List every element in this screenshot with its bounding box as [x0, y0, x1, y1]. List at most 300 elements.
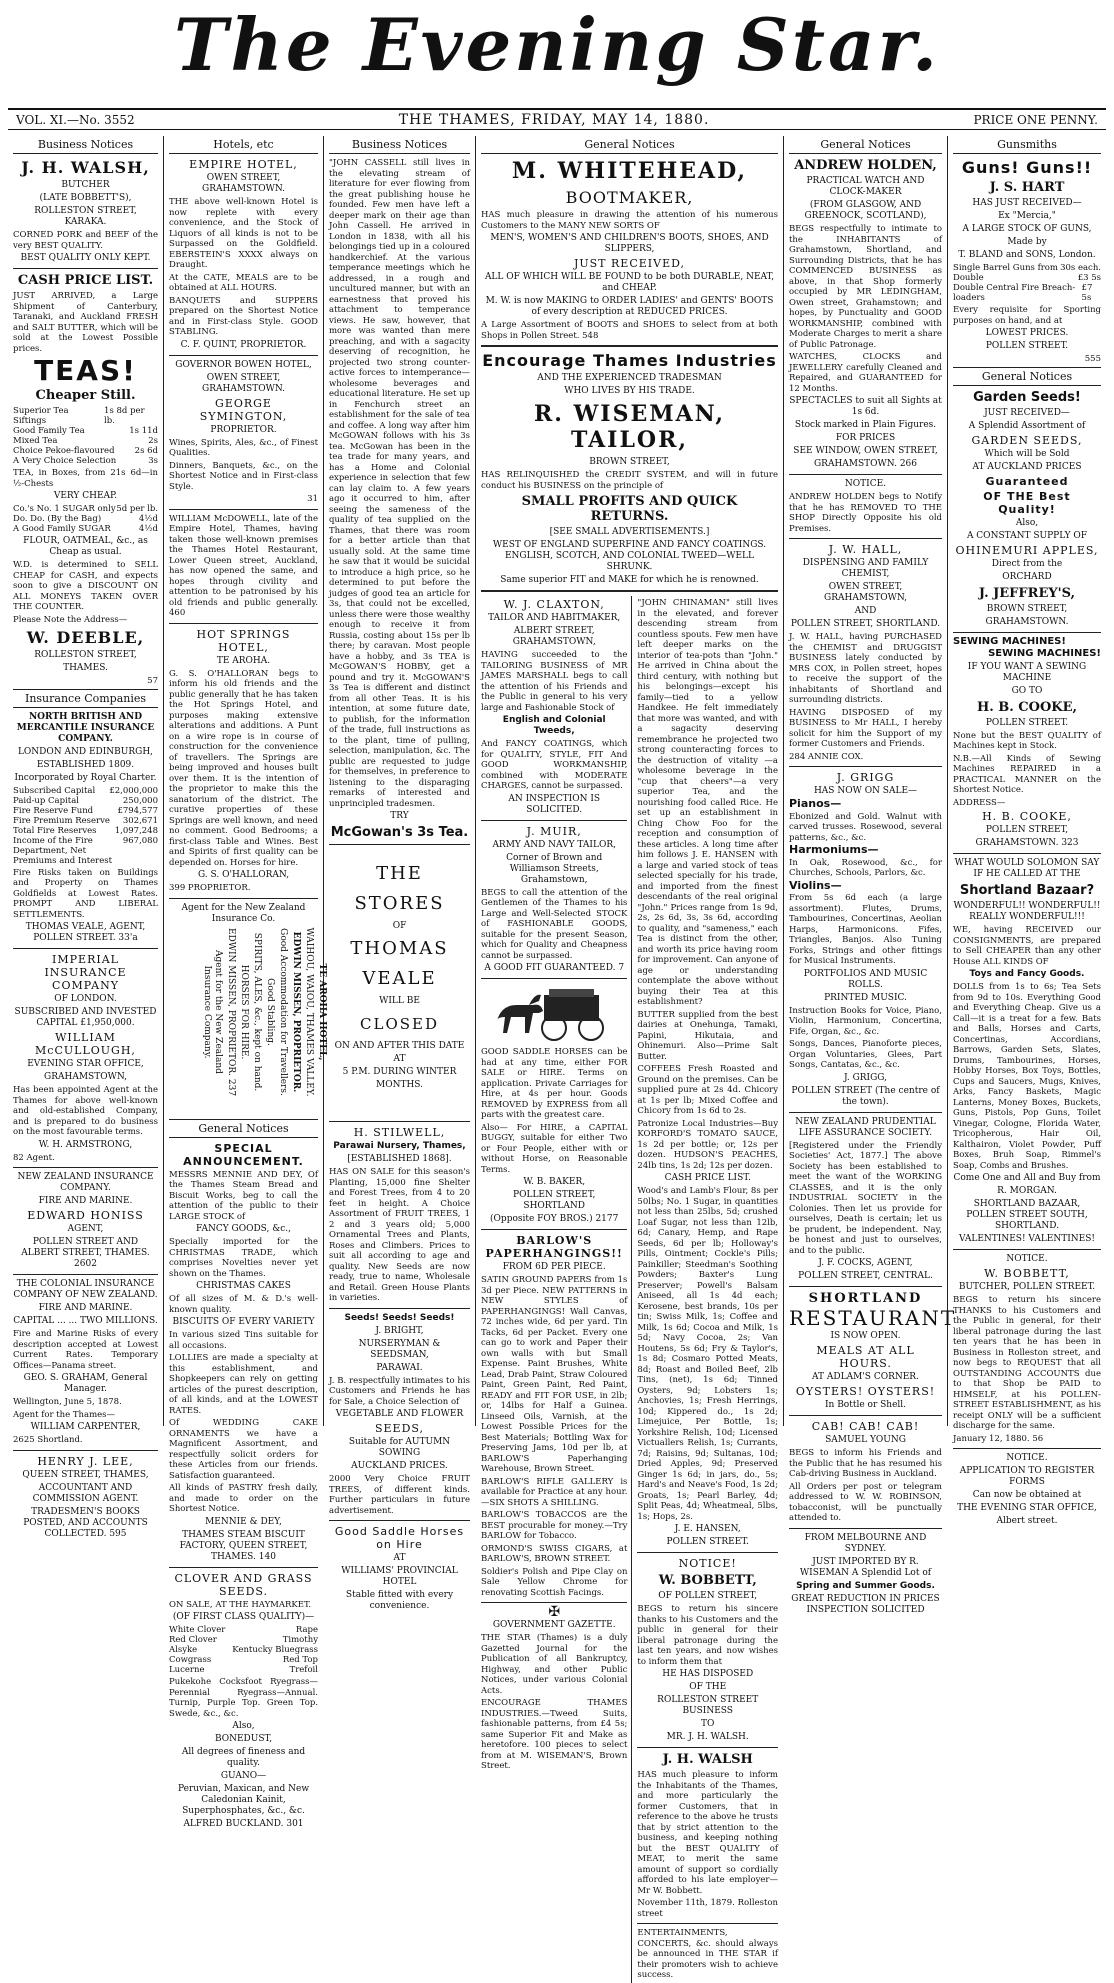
ad-text: WILLIAM McDOWELL, late of the Empire Hotel, Thames, having taken those well-known premises the Thames Hotel Restaurant, Lower Queen street, Auckland, has now opened the same, and hopes through civility and attention to be patronised by his old friends and public generally. 460 — [169, 513, 318, 618]
ad-text: ACCOUNTANT AND COMMISSION AGENT. — [32, 1482, 139, 1504]
ad-text: IF YOU WANT A SEWING MACHINE — [967, 661, 1087, 683]
column-6 — [948, 136, 1106, 1526]
ad-heading: Shortland Bazaar? — [959, 883, 1095, 898]
ad-text: THAMES. — [63, 663, 108, 673]
ad-heading: GOVERNOR BOWEN HOTEL, — [175, 359, 312, 370]
ad-text: Ex "Mercia," — [998, 211, 1056, 221]
ad-heading: GEORGE SYMINGTON, — [199, 396, 288, 423]
divider — [169, 509, 318, 510]
divider — [789, 1286, 942, 1287]
divider — [637, 1923, 778, 1924]
ad-text: POLLEN STREET (The centre of the town). — [791, 1085, 940, 1107]
ad-text: BEGS to return his sincere thanks to his Customers and the public in general for their liberal patronage during the last ten years, and now wishes to inform them that — [637, 1604, 778, 1667]
divider — [13, 1450, 158, 1451]
ad-text: WONDERFUL!! WONDERFUL!! REALLY WONDERFUL!!! — [953, 901, 1101, 922]
list-item: Do. Do. (By the Bag) 4½d — [13, 514, 158, 524]
ad-text: VERY CHEAP. — [53, 491, 118, 501]
ad-text: ORCHARD — [1002, 571, 1052, 582]
ad-text: OF LONDON. — [54, 994, 117, 1004]
ad-heading: SHORTLAND — [808, 1291, 923, 1306]
ad-text: Also, — [1015, 517, 1039, 528]
list-item: A Very Choice Selection 3s — [13, 456, 158, 466]
ad-heading: CLOVER AND GRASS SEEDS. — [174, 1571, 313, 1598]
ad-text: VEGETABLE AND FLOWER — [335, 1409, 464, 1419]
ad-text: None but the BEST QUALITY of Machines kept in Stock. — [953, 730, 1101, 751]
ad-text: Albert street. — [996, 1516, 1058, 1526]
ad-text: Agent for the New Zealand Insurance Co. — [181, 902, 306, 924]
ad-text: AUCKLAND PRICES. — [351, 1461, 448, 1471]
ad-heading: BARLOW'S PAPERHANGINGS!! — [485, 1234, 623, 1260]
ad-text: MONTHS. — [375, 1080, 424, 1090]
section-header: Insurance Companies — [13, 689, 158, 708]
ad-text: TAILOR AND HABITMAKER, — [488, 613, 621, 623]
ad-heading: GOVERNMENT GAZETTE. — [492, 1620, 616, 1630]
ad-heading: Guns! Guns!! — [961, 158, 1093, 177]
ad-text: J. W. HALL, having PURCHASED the CHEMIST and DRUGGIST BUSINESS lately conducted by MRS COX, in Pollen street, hopes to receive the support of the inhabitants of Shortland and surrounding districts. — [789, 632, 942, 705]
section-header: General Notices — [169, 1119, 318, 1138]
list-item: Income of the Fire Department, Net Premiums and Interest 967,080 — [13, 835, 158, 866]
ad-text: In Bottle or Shell. — [824, 1400, 907, 1410]
ad-text: WE, having RECEIVED our CONSIGNMENTS, are prepared to Sell CHEAPER than any other House ALL KINDS OF — [953, 925, 1101, 967]
divider — [789, 1415, 942, 1416]
divider — [789, 1528, 942, 1529]
ad-text: GRAHAMSTOWN. — [985, 616, 1069, 627]
ad-text: Pukekohe Cocksfoot Ryegrass—Perennial Ryegrass—Annual. Turnip, Purple Top. Green Top. Swede, &c., &c. — [169, 1677, 318, 1719]
ad-text: At the CATE, MEALS are to be obtained at ALL HOURS. — [169, 272, 318, 293]
ad-text: J. B. respectfully intimates to his Customers and Friends he has for Sale, a Choice Selection of — [329, 1375, 470, 1407]
ad-text: JUST RECEIVED— — [984, 407, 1070, 418]
ad-text: 399 PROPRIETOR. — [169, 883, 251, 893]
ad-heading: EDWARD HONISS — [27, 1209, 144, 1222]
ad-text: HAS JUST RECEIVED— — [972, 198, 1082, 208]
ad-text: Agent for the Thames— — [13, 1409, 116, 1420]
ad-text: Same superior FIT and MAKE for which he is renowned. — [500, 575, 759, 585]
ad-text: EVENING STAR OFFICE, — [27, 1059, 144, 1069]
ad-text: JUST IMPORTED BY R. WISEMAN A Splendid Lot of — [799, 1556, 932, 1578]
ad-text: [SEE SMALL ADVERTISEMENTS.] — [549, 527, 710, 537]
ad-text: VALENTINES! VALENTINES! — [958, 1234, 1096, 1244]
ad-text: BROWN STREET, — [589, 457, 670, 467]
section-header: General Notices — [953, 367, 1101, 386]
ad-text: And FANCY COATINGS, which for QUALITY, STYLE, FIT And GOOD WORKMANSHIP, combined with MODERATE CHARGES, cannot be surpassed. — [481, 739, 628, 791]
list-item: Red Clover Timothy — [169, 1635, 318, 1645]
list-item: Choice Pekoe-flavoured 2s 6d — [13, 446, 158, 456]
ad-text: ENTERTAINMENTS, CONCERTS, &c. should always be announced in THE STAR if their promoters wish to achieve success. — [637, 1928, 778, 1980]
ad-text: COFFEES Fresh Roasted and Ground on the premises. Can be supplied pure at 2s 4d. Chicory at 1s per lb; Mixed Coffee and Chicory from 1s 6d to 2s. — [637, 1064, 778, 1116]
ad-heading: OHINEMURI APPLES, — [955, 543, 1099, 557]
divider — [169, 898, 318, 899]
ad-text: Made by — [1007, 237, 1047, 247]
ad-heading: NEW ZEALAND PRUDENTIAL LIFE ASSURANCE SOCIETY. — [795, 1116, 936, 1138]
ad-text: SHORTLAND BAZAAR, POLLEN STREET SOUTH, SHORTLAND. — [966, 1199, 1088, 1231]
ad-text: PORTFOLIOS AND MUSIC ROLLS. — [803, 968, 928, 990]
ad-heading: OYSTERS! OYSTERS! — [795, 1385, 936, 1398]
section-header: Business Notices — [13, 136, 158, 154]
ad-text: W. H. ARMSTRONG, — [38, 1139, 133, 1150]
ad-text: A GOOD FIT GUARANTEED. 7 — [484, 963, 625, 973]
volume-number: VOL. XI.—No. 3552 — [16, 112, 135, 127]
ad-text: "JOHN CASSELL still lives in the elevating stream of literature for ever flowing from the great publishing house he founded. Few men have left a deeper mark on their age than John Cassell. He arrived in London in 1838, with all his belongings tied up in a coloured handkerchief. At the various temperance meetings which he addressed, in a rough and uncultured manner, but with an earnestness that proved his attachment to temperance views. He saw, however, that more was wanted than mere preaching, and with a sagacity deserving of recognition, he projected two strong counter-active forces to intemperance—wholesome beverages and educational literature. He set up in Fenchurch street an establishment for the sale of tea and coffee. A long way after him McGOWAN follows with his 3s tea. McGowan has been in the tea trade for many years, and has a Home and Colonial experience in selection that few can lay claim to. A few years ago it occurred to him, after seeing the sameness of the quality of tea supplied on the Thames, that there was room for a better article than that usually sold. At the same time he saw that it would be suicidal to introduce a high price, so he determined to put before the judges of good tea an article for 3s, that could not be excelled, unless there were those wealthy enough to receive it from Russia, costing about 15s per lb there; by caravan. Most people have a hobby, and 3s TEA is McGOWAN'S HOBBY, get a pound and try it. McGOWAN'S 3s Tea is different and distinct from all other Teas. It is his intention, at some future date, to publish, for the information of the trade, full instructions as to the plant, time of pulling, selection, manipulation, &c. The public are requested to judge for themselves, in preference to listening to the disparaging remarks of interested and unprincipled tradesmen. — [329, 158, 470, 809]
ad-text: ROLLESTON STREET BUSINESS — [657, 1695, 759, 1716]
section-header: Gunsmiths — [953, 136, 1101, 154]
ad-text: POLLEN STREET. — [985, 341, 1069, 351]
ad-heading: SEWING MACHINES! — [953, 635, 1066, 647]
list-item: Cowgrass Red Top — [169, 1655, 318, 1665]
list-item: Lucerne Trefoil — [169, 1665, 318, 1675]
two-column-block — [481, 596, 778, 1983]
ad-text: Patronize Local Industries—Buy KORFORD'S TOMATO SAUCE, 1s 2d per bottle; or, 12s per dozen. HUDSON'S PEACHES, 24lb tins, 1s 2d; 12s per dozen. — [637, 1118, 778, 1171]
divider — [169, 623, 318, 624]
ad-text: BEGS to return his sincere THANKS to his Customers and the Public in general, for their liberal patronage during the last ten years that he has been in Business in Rolleston street, and now begs to REQUEST that all OUTSTANDING ACCOUNTS due to that Shop be PAID to HIMSELF, at his POLLEN-STREET ESTABLISHMENT, as his receipt ONLY will be a sufficient discharge for the same. — [953, 1295, 1101, 1431]
ad-text: AND — [854, 606, 877, 616]
ad-text: FIRE AND MARINE. — [38, 1303, 133, 1313]
ad-text: WHO LIVES BY HIS TRADE. — [564, 386, 695, 396]
ad-heading: W. BOBBETT, — [658, 1573, 757, 1588]
ad-text: BUTTER supplied from the best dairies at Onehunga, Tamaki, Papini, Hikutaia, and Ohinemuri. Also—Prime Salt Butter. — [637, 1009, 778, 1062]
ad-text: Every requisite for Sporting purposes on hand, and at — [953, 305, 1101, 326]
divider — [953, 853, 1101, 854]
ad-text: ENCOURAGE THAMES INDUSTRIES.—Tweed Suits, fashionable patterns, from £4 5s; same Superior Fit and Make as heretofore. 100 pieces to select from at M. WISEMAN'S, Brown Street. — [481, 1698, 628, 1771]
ad-text: PRACTICAL WATCH AND CLOCK-MAKER — [806, 176, 925, 197]
ad-text: AGENT, — [67, 1224, 104, 1234]
ad-heading: HOT SPRINGS HOTEL, — [196, 627, 291, 654]
ad-heading: Good Saddle Horses on Hire — [334, 1525, 465, 1551]
ad-text: CORNED PORK and BEEF of the very BEST QUALITY. — [13, 230, 158, 251]
ad-heading: NORTH BRITISH AND MERCANTILE INSURANCE COMPANY. — [16, 711, 155, 744]
divider — [481, 820, 627, 821]
ad-text: SPIRITS, ALES, &c., kept on hand. — [252, 932, 262, 1091]
ad-text: WATCHES, CLOCKS and JEWELLERY carefully Cleaned and Repaired, and GUARANTEED for 12 Months. — [789, 352, 942, 394]
ad-heading: RESTAURANT — [789, 1306, 957, 1330]
ad-text: IS NOW OPEN. — [830, 1331, 901, 1341]
ad-heading: TE AROHA HOTEL, — [317, 963, 327, 1060]
ad-text: GEO. S. GRAHAM, General Manager. — [23, 1373, 148, 1394]
divider — [329, 1121, 470, 1122]
divider — [13, 1274, 158, 1275]
ad-heading: OF THE Best Quality! — [983, 489, 1071, 516]
ad-text: ALL OF WHICH WILL BE FOUND to be both DURABLE, NEAT, and CHEAP. — [484, 272, 775, 293]
column-5 — [784, 136, 957, 1615]
ad-text: In Oak, Rosewood, &c., for Churches, Schools, Parlors, &c. — [789, 857, 942, 878]
ad-text: ARMY AND NAVY TAILOR, — [492, 839, 616, 850]
ad-subheading: BOOTMAKER, — [565, 188, 694, 207]
ad-text: Soldier's Polish and Pipe Clay on Sale Yellow Chrome for renovating Scottish Facings. — [481, 1566, 628, 1598]
ad-heading: J. H. WALSH — [662, 1752, 753, 1767]
divider — [953, 632, 1101, 633]
list-item: Mixed Tea 2s — [13, 436, 158, 446]
divider — [789, 474, 942, 475]
ad-text: Incorporated by Royal Charter. — [14, 772, 157, 783]
ad-text: HAS RELINQUISHED the CREDIT SYSTEM, and will in future conduct his BUSINESS on the principle of — [481, 470, 778, 491]
divider — [481, 590, 778, 592]
ad-text: HAS much pleasure to inform the Inhabitants of the Thames, and more particularly the former Customers, that in reference to the above he trusts that by strict attention to the business, and keeping nothing but the BEST QUALITY of MEAT, to merit the same amount of support so cordially afforded to his late employer—Mr W. Bobbett. — [637, 1770, 778, 1896]
ad-text: 284 ANNIE COX. — [789, 751, 864, 762]
ad-text: OF — [392, 921, 407, 931]
ad-text: AT AUCKLAND PRICES — [972, 461, 1082, 472]
ad-text: From 5s 6d each (a large assortment). Flutes, Drums, Tambourines, Concertinas, Aeolian Harps, Harmonicons. Fifes, Triangles, Banjos. Also Tuning Forks, Strings and other fittings for Musical Instruments. — [789, 893, 942, 966]
ad-heading: J. S. HART — [989, 180, 1065, 195]
ad-text: Direct from the — [991, 558, 1063, 569]
ad-heading: HENRY J. LEE, — [37, 1454, 134, 1468]
ad-text: LOWEST PRICES. — [985, 328, 1069, 338]
ad-text: PROPRIETOR. — [210, 424, 277, 435]
ad-heading: JUST RECEIVED, — [573, 257, 686, 270]
ad-text: BEGS to call the attention of the Gentlemen of the Thames to his Large and Well-Selected STOCK of FASHIONABLE GOODS, suitable for the present Season, which for Quality and Cheapness cannot be surpassed. — [481, 887, 628, 961]
divider — [169, 355, 318, 356]
ad-text: Parawai Nursery, Thames, — [333, 1141, 466, 1151]
ad-text: THE above well-known Hotel is now replete with every convenience, and the Stock of Liquors of all kinds is not to be Surpassed on the Goldfield. EBERSTEIN'S XXXX always on Draught. — [169, 197, 318, 270]
ad-text: MR. J. H. WALSH. — [666, 1732, 749, 1742]
ad-text: Can now be obtained at — [972, 1490, 1082, 1500]
ad-heading: Spring and Summer Goods. — [796, 1580, 935, 1591]
ad-heading: J. MUIR, — [526, 824, 582, 838]
ad-text: WHAT WOULD SOLOMON SAY IF HE CALLED AT THE — [954, 858, 1100, 879]
ad-text: (Opposite FOY BROS.) 2177 — [490, 1214, 619, 1224]
column-3 — [324, 136, 476, 1611]
divider — [789, 766, 942, 767]
ad-text: WILLIAMS' PROVINCIAL HOTEL — [341, 1566, 458, 1587]
ad-text: ADDRESS— — [953, 797, 1006, 808]
ad-text: A Splendid Assortment of — [968, 420, 1086, 431]
ad-text: TEA, in Boxes, from 21s 6d—in ½-Chests — [13, 468, 158, 489]
divider — [789, 538, 942, 539]
ad-heading: Guaranteed — [985, 474, 1069, 488]
ad-text: Please Note the Address— — [13, 614, 128, 625]
ad-heading: THOMAS VEALE — [350, 938, 449, 989]
ad-text: ALFRED BUCKLAND. 301 — [183, 1819, 304, 1829]
ad-text: ON SALE, AT THE HAYMARKET. — [169, 1599, 312, 1610]
ad-heading: EMPIRE HOTEL, — [189, 158, 298, 171]
crest-icon: ✠ — [548, 1604, 561, 1620]
ad-text: TO — [701, 1719, 715, 1729]
dateline — [8, 108, 1106, 130]
ad-text: HAS much pleasure in drawing the attention of his numerous Customers to the MANY NEW SORTS OF — [481, 210, 778, 231]
ad-text: Peruvian, Maxican, and New Caledonian Kainit, Superphosphates, &c., &c. — [177, 1784, 310, 1816]
list-item: Alsyke Kentucky Bluegrass — [169, 1645, 318, 1655]
column-4 — [476, 136, 784, 1980]
ad-heading: J. JEFFREY'S, — [978, 585, 1076, 601]
ad-heading: Violins— — [789, 878, 842, 892]
ad-heading: CASH PRICE LIST. — [17, 273, 154, 288]
ad-heading: Seeds! Seeds! Seeds! — [344, 1312, 455, 1323]
ad-text: November 11th, 1879. Rolleston street — [637, 1898, 778, 1919]
divider — [789, 1112, 942, 1113]
list-item: Good Family Tea 1s 11d — [13, 426, 158, 436]
ad-text: TRADESMEN'S BOOKS POSTED, AND ACCOUNTS COLLECTED. 595 — [23, 1506, 148, 1539]
divider — [953, 1249, 1101, 1250]
list-item: White Clover Rape — [169, 1625, 318, 1635]
ad-text: SATIN GROUND PAPERS from 1s 3d per Piece. NEW PATTERNS in NEW STYLES of PAPERHANGINGS! Wall Canvas, 72 inches wide, 6d per yard. Tin Tacks, 6d per Packet. Every one can go to work and Paper their own walls with but Small Expense. Paint Brushes, White Lead, Drab Paint, Straw Coloured Paint, Green Paint, Red Paint, READY and FIT FOR USE, in 2lb; or, 14lbs for Half a Guinea. Linseed Oils, Varnish, at the Lowest Possible Prices for the Best Materials; Bottling Wax for Preserving Jams, 10d per lb, at BARLOW'S Paperhanging Warehouse, Brown Street. — [481, 1275, 628, 1474]
ad-heading: J. H. WALSH, — [21, 158, 150, 177]
ad-text: OWEN STREET, GRAHAMSTOWN, — [824, 582, 907, 603]
ad-heading: MEALS AT ALL HOURS. — [816, 1344, 915, 1370]
ad-text: PRINTED MUSIC. — [824, 992, 907, 1003]
ad-text: GRAHAMSTOWN, — [44, 1072, 127, 1082]
list-item: Fire Premium Reserve 302,671 — [13, 815, 158, 826]
ad-text: AT ADLAM'S CORNER. — [812, 1372, 919, 1382]
sub-column-right — [637, 596, 778, 1983]
ad-text: HE HAS DISPOSED — [662, 1669, 754, 1679]
ad-text: SPECTACLES to suit all Sights at 1s 6d. — [789, 396, 942, 417]
ad-text: ALBERT STREET, GRAHAMSTOWN, — [512, 626, 596, 647]
ad-heading: W. DEEBLE, — [26, 628, 145, 647]
ad-text: TE AROHA. — [216, 655, 271, 666]
ad-text: OWEN STREET, GRAHAMSTOWN. — [202, 372, 285, 394]
ad-text: POLLEN STREET, SHORTLAND — [513, 1190, 596, 1211]
price: PRICE ONE PENNY. — [973, 112, 1098, 127]
ad-text: G. S. O'HALLORAN, — [197, 870, 290, 880]
list-item: Co.'s No. 1 SUGAR only 5d per lb. — [13, 504, 158, 514]
ad-text: C. F. QUINT, PROPRIETOR. — [180, 339, 307, 350]
ad-text: HORSES FOR HIRE. — [239, 964, 249, 1059]
ad-text: ORMOND'S SWISS CIGARS, at BARLOW'S, BROWN STREET. — [481, 1543, 628, 1564]
section-header: General Notices — [481, 136, 778, 154]
ad-text: FROM 6D PER PIECE. — [502, 1262, 606, 1272]
ad-heading: CLOSED — [360, 1015, 439, 1033]
issue-date: THE THAMES, FRIDAY, MAY 14, 1880. — [398, 111, 710, 128]
ad-text: January 12, 1880. 56 — [953, 1433, 1044, 1444]
divider — [13, 268, 158, 269]
ad-text: Agent for the New Zealand Insurance Company. — [202, 949, 223, 1074]
rotated-ad — [169, 927, 327, 1117]
ad-text: (OF FIRST CLASS QUALITY)— — [172, 1612, 315, 1622]
ad-text: OWEN STREET, GRAHAMSTOWN. — [202, 173, 285, 194]
ad-text: BEGS respectfully to intimate to the INHABITANTS of Grahamstown, Shortland, and Surrounding Districts, that he has COMMENCED BUSINESS as above, in that Shop formerly occupied by MR LEDINGHAM, Owen street, Grahamstown; and hopes, by Punctuality and GOOD WORKMANSHIP, combined with Moderate Charges to merit a share of Public Patronage. — [789, 224, 942, 350]
ad-text: "JOHN CHINAMAN" still lives in the elevated, and forever descending stream from countless spouts. Few men have left deeper marks on the interior of tea-pots than "John." He arrived in China about the third century, with nothing but his belongings—except his family—tied to a yellow Handkee. He felt immediately that more was wanted, and with a sagacity deserving remembrance he projected two strong counteracting forces to the destruction of vitality —a wholesome beverage in the "cup that cheers"—a very superior Tea, and the nourishing food called Rice. He set up an establishment in Ching Chow Foo for the reception and consumption of these articles. A long time after him follows J. E. HANSEN with a large and varied stock of teas selected specially for his trade, and imported from the finest descendants of the real original "John." Prices range from 1s 9d, 2s, 2s 6d, 3s, 3s 6d, according to quality, and "sameness," each Tea is distinct from the other, and worth its price having room for improvement. Can anyone of age or understanding contemplate the above without buying their Tea at this establishment? — [637, 598, 778, 1007]
ad-text: NURSERYMAN & SEEDSMAN, — [358, 1338, 441, 1360]
list-item: Subscribed Capital £2,000,000 — [13, 785, 158, 796]
ad-heading: SEWING MACHINES! — [988, 648, 1101, 659]
ad-text: Fire Risks taken on Buildings and Property on Thames Goldfields at Lowest Rates. PROMPT AND LIBERAL SETTLEMENTS. — [13, 867, 158, 920]
ad-text: Suitable for AUTUMN SOWING — [348, 1437, 451, 1458]
ad-heading: H. STILWELL, — [353, 1126, 446, 1139]
ad-text: POLLEN STREET, — [985, 825, 1069, 835]
ad-text: BROWN STREET, — [986, 603, 1068, 614]
ad-text: BISCUITS OF EVERY VARIETY — [172, 1317, 315, 1327]
ad-heading: Encourage Thames Industries — [482, 351, 777, 370]
ad-text: GRAHAMSTOWN. 266 — [813, 459, 918, 469]
ad-text: Of all sizes of M. & D.'s well-known quality. — [169, 1294, 318, 1315]
divider — [329, 844, 470, 845]
ad-text: Come One and All and Buy from — [953, 1173, 1101, 1183]
ad-text: WAIHOU, WAIOU, THAMES VALLEY. — [304, 927, 314, 1096]
ad-heading: Garden Seeds! — [973, 389, 1081, 405]
divider — [481, 1229, 627, 1230]
ad-heading: J. GRIGG — [836, 771, 895, 784]
ad-text: J. GRIGG, — [843, 1072, 888, 1083]
ad-text: CAPITAL ... ... TWO MILLIONS. — [13, 1316, 158, 1326]
horse-carriage-illustration — [489, 983, 619, 1043]
ad-text: MESSRS MENNIE AND DEY, Of the Thames Steam Bread and Biscuit Works, beg to call the attention of the public to their LARGE STOCK of — [169, 1169, 318, 1222]
ad-text: POLLEN STREET. — [666, 1537, 749, 1547]
rotated-ad-content — [199, 927, 329, 1097]
ad-text: Of WEDDING CAKE ORNAMENTS we have a Magnificent Assortment, and respectfully solicit orders for these Articles from our friends. Satisfaction guaranteed. — [169, 1418, 318, 1481]
ad-text: FOR PRICES — [835, 433, 896, 443]
masthead — [0, 0, 1114, 96]
ad-text: English and Colonial Tweeds, — [502, 715, 606, 736]
list-item: A Good Family SUGAR 4½d — [13, 524, 158, 534]
ad-heading: THE COLONIAL INSURANCE COMPANY OF NEW ZEALAND. — [13, 1279, 158, 1300]
ad-text: POLLEN STREET AND ALBERT STREET, THAMES. 2602 — [21, 1237, 150, 1269]
divider — [13, 948, 158, 949]
list-item: Single Barrel Guns from 30s each. — [953, 263, 1101, 273]
ad-text: ANDREW HOLDEN begs to Notify that he has REMOVED TO THE SHOP Directly Opposite his old Premises. — [789, 492, 942, 534]
ad-text: APPLICATION TO REGISTER FORMS — [959, 1466, 1095, 1487]
ad-text: ROLLESTON STREET, KARAKA. — [34, 206, 137, 227]
list-item: Fire Reserve Fund £794,577 — [13, 805, 158, 816]
ad-text: AT — [393, 1054, 406, 1064]
ad-heading: R. WISEMAN, TAILOR, — [533, 401, 726, 453]
ad-text: Specially imported for the CHRISTMAS TRADE, which comprises Novelties never yet shown on the Thames. — [169, 1237, 318, 1279]
ad-heading: NOTICE. — [844, 479, 887, 489]
ad-text: EDWIN MISSEN, PROPRIETOR. — [291, 931, 301, 1092]
ad-heading: Pianos— — [789, 797, 842, 810]
divider — [169, 1567, 318, 1568]
ad-number: 57 — [147, 676, 158, 686]
ad-heading: SEEDS, — [374, 1422, 425, 1435]
ad-text: (LATE BOBBETT'S), — [39, 193, 132, 203]
ad-text: FLOUR, OATMEAL, &c., as Cheap as usual. — [23, 536, 148, 557]
ad-text: BONEDUST, — [214, 1734, 273, 1744]
ad-text: G. S. O'HALLORAN begs to inform his old friends and the public generally that he has taken the Hot Springs Hotel, and purposes making extensive alterations and additions. A Punt on a wire rope is in course of construction for the convenience of travellers. The Springs are being improved and houses built over them. It is the intention of the proprietor to make this the sanatorium of the district. The curative properties of these Springs are well known, and need no comment. Good Bedrooms; a first-class Table and Wines. Best and Spirits of first quality can be depended on. Horses for hire. — [169, 668, 318, 868]
ad-text: JUST ARRIVED, a Large Shipment of Canterbury, Taranaki, and Auckland FRESH and SALT BUTTER, which will be sold at the Lowest Possible prices. — [13, 291, 158, 354]
ad-text: Wines, Spirits, Ales, &c., of Finest Qualities. — [169, 437, 318, 458]
ad-text: Dinners, Banquets, &c., on the Shortest Notice and in First-class Style. — [169, 460, 318, 492]
ad-text: (FROM GLASGOW, AND GREENOCK, SCOTLAND), — [804, 200, 927, 221]
ad-text: LOLLIES are made a specialty at this establishment, and Shopkeepers can rely on getting articles of the purest description, of all kinds, and at the LOWEST RATES. — [169, 1353, 318, 1416]
ad-text: DISPENSING AND FAMILY CHEMIST, — [802, 558, 929, 579]
divider — [481, 345, 778, 347]
ad-text: In various sized Tins suitable for all occasions. — [169, 1330, 318, 1351]
ad-text: FIRE AND MARINE. — [38, 1196, 133, 1206]
columns — [8, 136, 1106, 1980]
ad-heading: CASH PRICE LIST. — [664, 1173, 751, 1183]
ad-text: AT — [393, 1553, 406, 1563]
ad-text: OF POLLEN STREET, — [658, 1591, 758, 1601]
ad-text: GRAHAMSTOWN. 323 — [975, 838, 1079, 848]
ad-text: THAMES STEAM BISCUIT FACTORY, QUEEN STREET, THAMES. 140 — [179, 1529, 308, 1562]
ad-text: BEST QUALITY ONLY KEPT. — [20, 253, 151, 263]
ad-text: GUANO— — [220, 1771, 267, 1781]
newspaper-title: The Evening Star. — [173, 2, 941, 87]
section-header: Business Notices — [329, 136, 470, 154]
ad-text: BARLOW'S TOBACCOS are the BEST procurable for money.—Try BARLOW for Tobacco. — [481, 1510, 628, 1541]
ad-heading: TEAS! — [34, 354, 137, 387]
ad-subheading: Cheaper Still. — [35, 388, 136, 403]
ad-text: THE STAR (Thames) is a duly Gazetted Journal for the Publication of all Bankruptcy, Highway, and other Public Notices, under various Colonial Acts. — [481, 1633, 628, 1696]
ad-text: MENNIE & DEY, — [205, 1516, 282, 1527]
ad-text: ESTABLISHED 1809. — [36, 759, 135, 770]
sub-column-left — [481, 596, 632, 1983]
ad-heading: H. B. COOKE, — [976, 699, 1078, 715]
divider — [329, 1520, 470, 1521]
ad-text: T. BLAND and SONS, London. — [958, 250, 1096, 260]
ad-heading: NOTICE. — [1006, 1453, 1048, 1463]
ad-text: N.B.—All Kinds of Sewing Machines REPAIRED in a PRACTICAL MANNER on the Shortest Notice. — [953, 753, 1101, 795]
ad-text: W. B. BAKER, — [523, 1177, 586, 1187]
ad-text: THE EVENING STAR OFFICE, — [957, 1503, 1097, 1513]
ad-text: Which will be Sold — [984, 448, 1070, 459]
ad-text: Stable fitted with every convenience. — [345, 1590, 454, 1611]
ad-text: POLLEN STREET, SHORTLAND. — [790, 619, 941, 629]
divider — [953, 1448, 1101, 1449]
ad-text: All Orders per post or telegram addressed to W. W. ROBINSON, tobacconist, will be punctually attended to. — [789, 1481, 942, 1523]
ad-text: J. F. COCKS, AGENT, — [818, 1258, 913, 1268]
ad-text: ON AND AFTER THIS DATE — [334, 1041, 465, 1051]
ad-text: TRY — [390, 811, 409, 821]
divider — [637, 1747, 778, 1748]
ad-number: 2625 Shortland. — [13, 1435, 83, 1445]
